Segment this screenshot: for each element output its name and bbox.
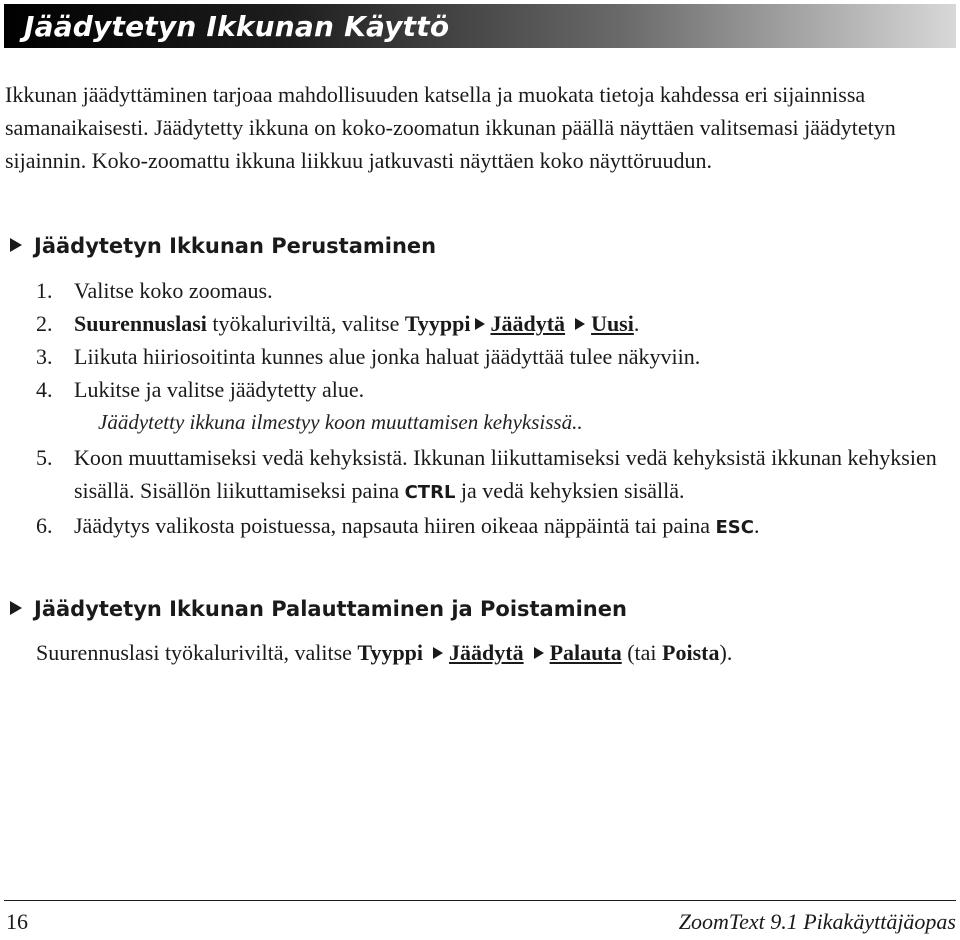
page-title: Jäädytetyn Ikkunan Käyttö bbox=[24, 10, 450, 43]
triangle-bullet-icon bbox=[10, 238, 22, 252]
footer-divider bbox=[4, 900, 956, 901]
menu-arrow-icon bbox=[475, 318, 485, 330]
menu-item-poista: Poista bbox=[662, 640, 720, 665]
step-text: Lukitse ja valitse jäädytetty alue. bbox=[74, 377, 365, 402]
restore-text-part: Suurennuslasi työkaluriviltä, valitse bbox=[36, 640, 358, 665]
step-number: 6. bbox=[36, 513, 53, 538]
step-1 bbox=[36, 274, 956, 307]
step-text-part: Koon muuttamiseksi vedä kehyksistä. Ikkunan liikuttamiseksi vedä kehyksistä ikkunan kehyksien sisällä. Sisällön liikuttamiseksi paina bbox=[74, 445, 937, 503]
menu-arrow-icon bbox=[575, 318, 585, 330]
section-heading-restore bbox=[10, 594, 627, 624]
restore-text-part: ). bbox=[719, 640, 733, 665]
step-text bbox=[74, 509, 956, 544]
step-note: Jäädytetty ikkuna ilmestyy koon muuttamisen kehyksissä.. bbox=[98, 410, 583, 434]
step-3 bbox=[36, 340, 956, 373]
menu-item-tyyppi: Tyyppi bbox=[357, 640, 424, 665]
book-title: ZoomText 9.1 Pikakäyttäjäopas bbox=[678, 909, 956, 934]
step-text-part: ja vedä kehyksien sisällä. bbox=[455, 478, 685, 503]
step-text-part: . bbox=[753, 513, 760, 538]
step-6 bbox=[36, 509, 956, 544]
menu-item-jaadyta: Jäädytä bbox=[449, 640, 524, 665]
step-4 bbox=[36, 373, 956, 406]
menu-item-tyyppi: Tyyppi bbox=[404, 311, 471, 336]
step-text-part: työkaluriviltä, valitse bbox=[206, 311, 405, 336]
step-text-part: . bbox=[633, 311, 640, 336]
step-text-part: Jäädytys valikosta poistuessa, napsauta hiiren oikeaa näppäintä tai paina bbox=[74, 513, 716, 538]
page-number: 16 bbox=[6, 909, 28, 934]
key-ctrl: CTRL bbox=[404, 482, 456, 503]
step-number: 1. bbox=[36, 278, 53, 303]
title-bar bbox=[4, 4, 956, 48]
section-heading-restore-label: Jäädytetyn Ikkunan Palauttaminen ja Poistaminen bbox=[34, 597, 627, 621]
menu-item-palauta: Palauta bbox=[549, 640, 622, 665]
restore-instructions bbox=[36, 636, 732, 669]
section-heading-setup bbox=[10, 231, 436, 261]
step-text: Liikuta hiiriosoitinta kunnes alue jonka haluat jäädyttää tulee näkyviin. bbox=[74, 344, 701, 369]
menu-arrow-icon bbox=[534, 647, 544, 659]
step-number: 3. bbox=[36, 344, 53, 369]
intro-text: Ikkunan jäädyttäminen tarjoaa mahdollisuuden katsella ja muokata tietoja kahdessa eri sijainnissa samanaikaisesti. Jäädytetty ikkuna on koko-zoomatun ikkunan päällä näyttäen valitsemasi jäädytetyn sijainnin. Koko-zoomattu ikkuna liikkuu jatkuvasti näyttäen koko näyttöruudun. bbox=[5, 82, 896, 173]
setup-steps bbox=[36, 274, 956, 544]
step-2 bbox=[36, 307, 956, 340]
step-number: 5. bbox=[36, 445, 53, 470]
triangle-bullet-icon bbox=[10, 601, 22, 615]
menu-item-uusi: Uusi bbox=[591, 311, 634, 336]
key-esc: ESC bbox=[715, 517, 754, 538]
section-heading-setup-label: Jäädytetyn Ikkunan Perustaminen bbox=[34, 234, 437, 258]
tool-name: Suurennuslasi bbox=[74, 311, 207, 336]
step-5 bbox=[36, 441, 956, 509]
menu-arrow-icon bbox=[433, 647, 443, 659]
step-number: 4. bbox=[36, 377, 53, 402]
step-text bbox=[74, 441, 956, 509]
step-number: 2. bbox=[36, 311, 53, 336]
step-text bbox=[74, 307, 956, 340]
restore-text-part: (tai bbox=[621, 640, 663, 665]
menu-item-jaadyta: Jäädytä bbox=[490, 311, 566, 336]
step-text: Valitse koko zoomaus. bbox=[74, 278, 273, 303]
intro-paragraph bbox=[5, 78, 950, 177]
